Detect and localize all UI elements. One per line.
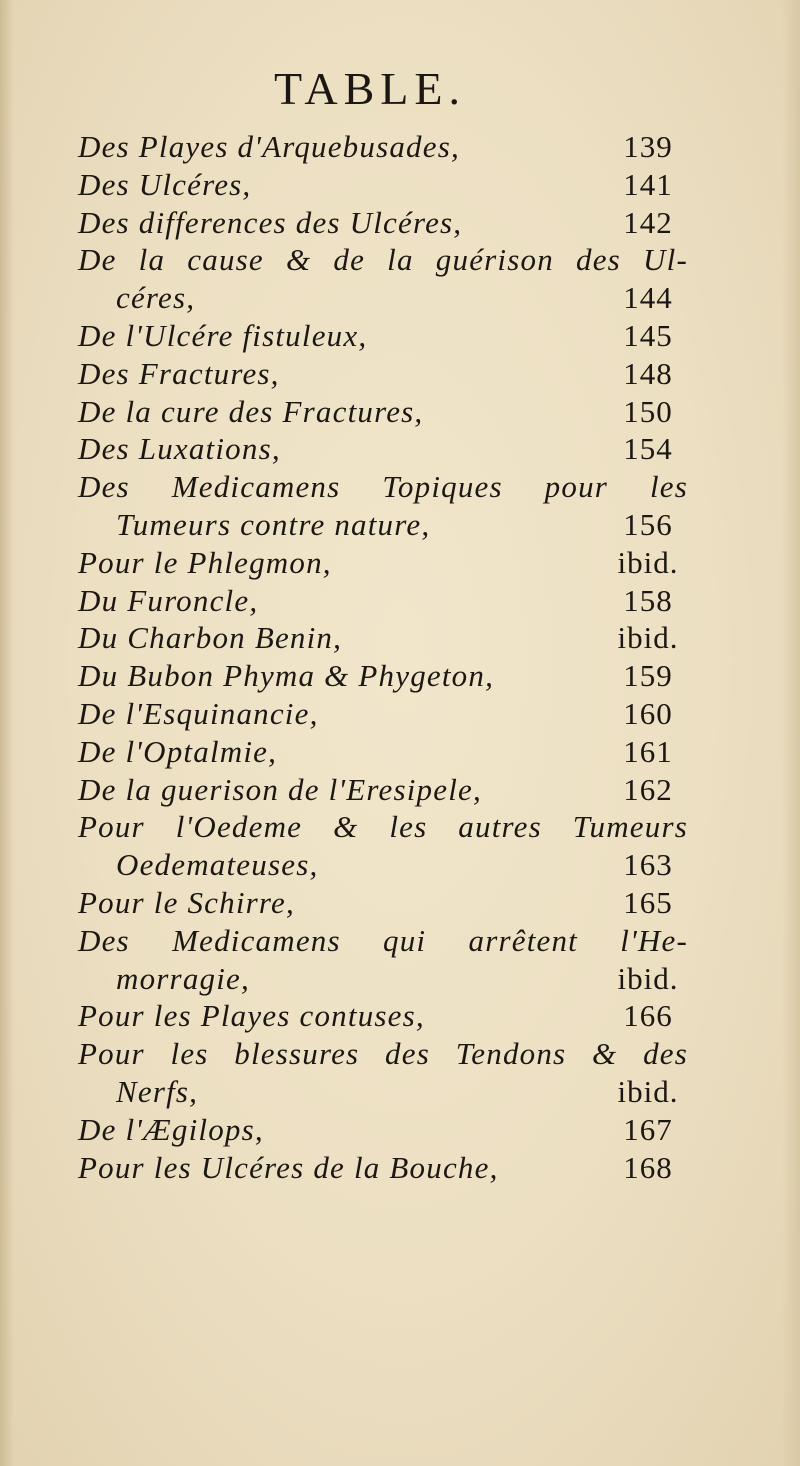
toc-entry-page: 154	[623, 431, 673, 467]
toc-entry-page: 141	[623, 166, 673, 202]
toc-entry-title: morragie,	[116, 960, 250, 996]
page-edge-shadow-right	[782, 0, 800, 1466]
toc-entry-title: Des Medicamens qui arrêtent l'He-	[78, 922, 688, 958]
toc-entry	[78, 997, 688, 1035]
toc-entry-title: Pour les blessures des Tendons & des	[78, 1036, 688, 1072]
toc-entry	[78, 317, 688, 355]
toc-entry-page: 159	[623, 658, 673, 694]
toc-entry-title: Des Ulcéres,	[78, 166, 252, 202]
toc-entry	[78, 241, 688, 279]
toc-entry-page: 167	[623, 1111, 673, 1147]
toc-entry	[78, 1111, 688, 1149]
toc-entry-page: 145	[623, 317, 673, 353]
toc-entry-title: Pour le Schirre,	[78, 884, 295, 920]
toc-entry-page: ibid.	[617, 620, 679, 656]
toc-entry-title: céres,	[116, 280, 196, 316]
toc-entry-title: Du Furoncle,	[78, 582, 259, 618]
toc-entry	[78, 166, 688, 204]
toc-entry-page: 168	[623, 1149, 673, 1185]
toc-entry-continuation	[78, 506, 688, 544]
toc-entry	[78, 128, 688, 166]
toc-entry-title: Tumeurs contre nature,	[116, 506, 431, 542]
toc-entry-title: Des Fractures,	[78, 355, 280, 391]
toc-entry-page: ibid.	[617, 544, 679, 580]
toc-entry-page: 158	[623, 582, 673, 618]
toc-entry	[78, 430, 688, 468]
toc-entry-continuation	[78, 279, 688, 317]
toc-entry-title: Des Playes d'Arquebusades,	[78, 129, 460, 164]
toc-entry-title: De la cure des Fractures,	[78, 393, 424, 429]
toc-entry	[78, 582, 688, 620]
toc-entry-title: De l'Ægilops,	[78, 1111, 264, 1147]
toc-entry-title: De l'Esquinancie,	[78, 695, 319, 731]
toc-entry-page: 156	[623, 506, 673, 542]
toc-entry	[78, 204, 688, 242]
toc-entry-page: 162	[623, 771, 673, 807]
toc-entry	[78, 468, 688, 506]
toc-entry-title: De l'Ulcére fistuleux,	[78, 317, 368, 353]
toc-entry	[78, 355, 688, 393]
toc-entry-page: 150	[623, 393, 673, 429]
toc-entry-title: Pour l'Oedeme & les autres Tumeurs	[78, 809, 688, 845]
toc-entry-page: 139	[623, 129, 673, 164]
toc-entry-page: 163	[623, 847, 673, 883]
toc-entry-title: Pour les Playes contuses,	[78, 998, 425, 1034]
toc-entry-page: 160	[623, 695, 673, 731]
toc-entry-continuation	[78, 1073, 688, 1111]
toc-entry	[78, 771, 688, 809]
toc-entry	[78, 1035, 688, 1073]
toc-entry	[78, 808, 688, 846]
toc-entry	[78, 733, 688, 771]
toc-entry	[78, 1149, 688, 1187]
toc-entry-title: Des differences des Ulcéres,	[78, 204, 463, 240]
toc-entry-title: De la cause & de la guérison des Ul-	[78, 242, 688, 278]
toc-entry	[78, 922, 688, 960]
toc-entry	[78, 393, 688, 431]
toc-entry-title: Pour les Ulcéres de la Bouche,	[78, 1149, 499, 1185]
toc-entry-page: 148	[623, 355, 673, 391]
toc-entry-title: Du Bubon Phyma & Phygeton,	[78, 658, 495, 694]
toc-entry-title: De l'Optalmie,	[78, 733, 278, 769]
toc-entry-title: Des Luxations,	[78, 431, 281, 467]
toc-entry	[78, 544, 688, 582]
toc-entry	[78, 619, 688, 657]
toc-entry-page: 166	[623, 998, 673, 1034]
toc-entry-title: Pour le Phlegmon,	[78, 544, 332, 580]
toc-entry	[78, 657, 688, 695]
page-title: TABLE.	[273, 63, 466, 114]
toc-entry	[78, 884, 688, 922]
toc-entry-continuation	[78, 960, 688, 998]
toc-entry-continuation	[78, 846, 688, 884]
toc-entry	[78, 695, 688, 733]
toc-entry-page: 142	[623, 204, 673, 240]
toc-entry-title: Des Medicamens Topiques pour les	[78, 469, 688, 505]
toc-entry-page: 144	[623, 280, 673, 316]
page-edge-shadow-left	[0, 0, 14, 1466]
toc-entry-title: Du Charbon Benin,	[78, 620, 343, 656]
toc-entry-page: 161	[623, 733, 673, 769]
toc-entry-title: Oedemateuses,	[116, 847, 319, 883]
toc-entry-title: Nerfs,	[116, 1073, 199, 1109]
toc-entry-page: ibid.	[617, 960, 679, 996]
toc-entry-page: ibid.	[617, 1073, 679, 1109]
toc-entry-page: 165	[623, 884, 673, 920]
table-of-contents	[78, 128, 688, 1186]
toc-entry-title: De la guerison de l'Eresipele,	[78, 771, 482, 807]
